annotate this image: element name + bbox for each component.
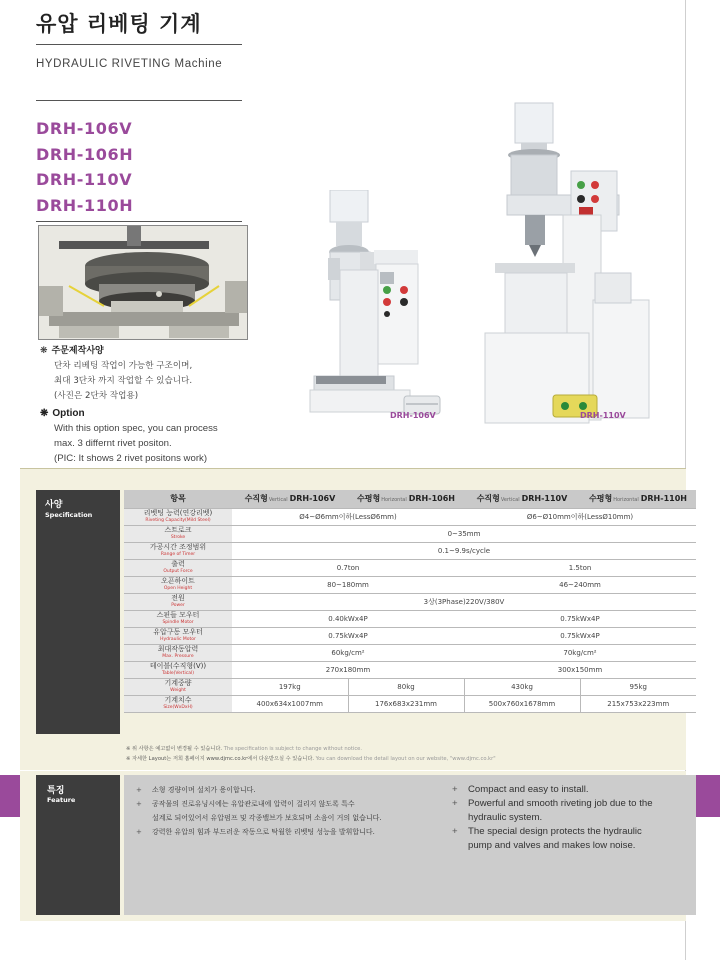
model-name: DRH-110V	[36, 170, 133, 189]
table-cell: 500x760x1678mm	[464, 695, 580, 712]
list-item: 설계로 되어있어서 유압펌프 및 각종밸브가 보호되며 소음이 거의 없습니다.	[152, 814, 382, 822]
table-cell: 0.40kWx4P	[232, 610, 464, 627]
row-label: 기계치수 Size(WxDxH)	[124, 695, 232, 712]
table-cell: 0~35mm	[232, 525, 696, 542]
row-label: 출력 Output Force	[124, 559, 232, 576]
list-item: + Powerful and smooth riveting job due to the	[450, 797, 690, 811]
list-item: + The special design protects the hydraulic	[450, 825, 690, 839]
table-header-row	[124, 490, 696, 508]
table-cell: 3상(3Phase)220V/380V	[232, 593, 696, 610]
machine-photo-drh-106v	[300, 190, 470, 430]
column-header-item: 항목	[124, 490, 232, 508]
model-name: DRH-106V	[36, 119, 133, 138]
row-label: 스핀들 모우터 Spindle Motor	[124, 610, 232, 627]
model-name: DRH-110H	[36, 195, 134, 215]
table-row	[124, 576, 696, 593]
option-text-en: (PIC: It shows 2 rivet positons work)	[54, 453, 208, 464]
list-item: + 소형 경량이며 설치가 용이합니다.	[134, 783, 434, 797]
table-row	[124, 559, 696, 576]
photo-caption: DRH-110V	[580, 411, 626, 420]
table-row	[124, 525, 696, 542]
table-cell: 46~240mm	[464, 576, 696, 593]
table-cell: 80~180mm	[232, 576, 464, 593]
table-cell: 300x150mm	[464, 661, 696, 678]
option-text-kr: 단차 리베팅 작업이 가능한 구조이며,	[54, 361, 193, 371]
column-header-drh-106v: 수직형Vertical DRH-106V	[232, 490, 348, 508]
row-label: 리벳팅 능력(연강리벳) Riveting Capacity(Mild Steel)	[124, 508, 232, 525]
list-item: + 강력한 유압의 힘과 부드러운 작동으로 탁월한 리벳팅 성능을 발휘합니다.	[134, 825, 434, 839]
table-cell: 197kg	[232, 678, 348, 695]
asterisk-icon: ❋	[40, 408, 49, 419]
table-cell: Ø6~Ø10mm이하(LessØ10mm)	[464, 508, 696, 525]
table-row	[124, 661, 696, 678]
table-cell: 0.75kWx4P	[232, 627, 464, 644]
table-cell: Ø4~Ø6mm이하(LessØ6mm)	[232, 508, 464, 525]
specification-label: 사양 Specification	[36, 490, 120, 734]
table-cell: 0.7ton	[232, 559, 464, 576]
option-text-en: With this option spec, you can process	[54, 423, 218, 434]
table-cell: 80kg	[348, 678, 464, 695]
table-cell: 0.75kWx4P	[464, 627, 696, 644]
option-text-en: max. 3 differnt rivet positon.	[54, 438, 172, 449]
table-cell: 215x753x223mm	[580, 695, 696, 712]
model-name: DRH-106H	[36, 144, 134, 164]
row-label: 기계중량 Weight	[124, 678, 232, 695]
row-label: 전원 Power	[124, 593, 232, 610]
divider	[20, 468, 686, 469]
page-subtitle: HYDRAULIC RIVETING Machine	[36, 58, 223, 70]
list-item: pump and valves and makes low noise.	[468, 840, 636, 851]
left-accent-tab	[0, 775, 20, 817]
list-item: + 공작물의 진로유닝시에는 유압관로내에 압력이 걸리지 않도록 특수	[134, 797, 434, 811]
table-cell: 270x180mm	[232, 661, 464, 678]
table-cell: 1.5ton	[464, 559, 696, 576]
column-header-drh-110v: 수직형Vertical DRH-110V	[464, 490, 580, 508]
divider	[36, 44, 242, 45]
option-text-kr: (사진은 2단차 작업용)	[54, 391, 139, 401]
model-list	[36, 116, 133, 218]
column-header-drh-110h: 수평형Horizontal DRH-110H	[580, 490, 696, 508]
feature-list-kr	[134, 783, 434, 839]
table-cell: 430kg	[464, 678, 580, 695]
note-line: ※ 위 사항은 예고없이 변경될 수 있습니다. The specification is subject to change without notice.	[126, 746, 363, 752]
option-title-en: ❋ Option	[40, 408, 85, 419]
table-row	[124, 678, 696, 695]
feature-label: 특징 Feature	[36, 775, 120, 915]
table-cell: 0.75kWx4P	[464, 610, 696, 627]
table-row	[124, 593, 696, 610]
row-label: 최대작동압력 Max. Pressure	[124, 644, 232, 661]
list-item: + Compact and easy to install.	[450, 783, 690, 797]
table-row	[124, 508, 696, 525]
table-row	[124, 695, 696, 712]
row-label: 유압구동 모우터 Hydraulic Motor	[124, 627, 232, 644]
divider	[36, 221, 242, 222]
table-cell: 70kg/cm²	[464, 644, 696, 661]
table-row	[124, 542, 696, 559]
table-cell: 176x683x231mm	[348, 695, 464, 712]
row-label: 스트로크 Stroke	[124, 525, 232, 542]
option-title-kr: ❋ 주문제작사양	[40, 346, 104, 356]
row-label: 테이블(수직형(V)) Table(Vertical)	[124, 661, 232, 678]
feature-list-en	[450, 783, 690, 853]
asterisk-icon: ❋	[40, 346, 48, 356]
table-cell: 400x634x1007mm	[232, 695, 348, 712]
table-cell: 95kg	[580, 678, 696, 695]
note-line: ※ 자세한 Layout는 저희 홈페이지 www.djmc.co.kr에서 다운받으실 수 있습니다. You can download the detail layout on our website, "www.djmc.co.kr"	[126, 756, 496, 762]
specification-table	[124, 490, 696, 713]
table-cell: 60kg/cm²	[232, 644, 464, 661]
divider	[36, 100, 242, 101]
table-row	[124, 627, 696, 644]
option-detail-photo	[38, 225, 248, 340]
page-title: 유압 리베팅 기계	[36, 12, 202, 36]
row-label: 가공시간 조정범위 Range of Timer	[124, 542, 232, 559]
option-text-kr: 최대 3단차 까지 작업할 수 있습니다.	[54, 376, 193, 386]
column-header-drh-106h: 수평형Horizontal DRH-106H	[348, 490, 464, 508]
option-section	[40, 344, 260, 466]
table-cell: 0.1~9.9s/cycle	[232, 542, 696, 559]
list-item: hydraulic system.	[468, 812, 543, 823]
table-row	[124, 610, 696, 627]
spec-notes	[126, 744, 496, 764]
machine-photo-drh-110v	[475, 95, 665, 435]
catalog-page	[20, 0, 686, 960]
feature-box	[124, 775, 696, 915]
photo-caption: DRH-106V	[390, 411, 436, 420]
table-row	[124, 644, 696, 661]
row-label: 오픈하이트 Open Height	[124, 576, 232, 593]
